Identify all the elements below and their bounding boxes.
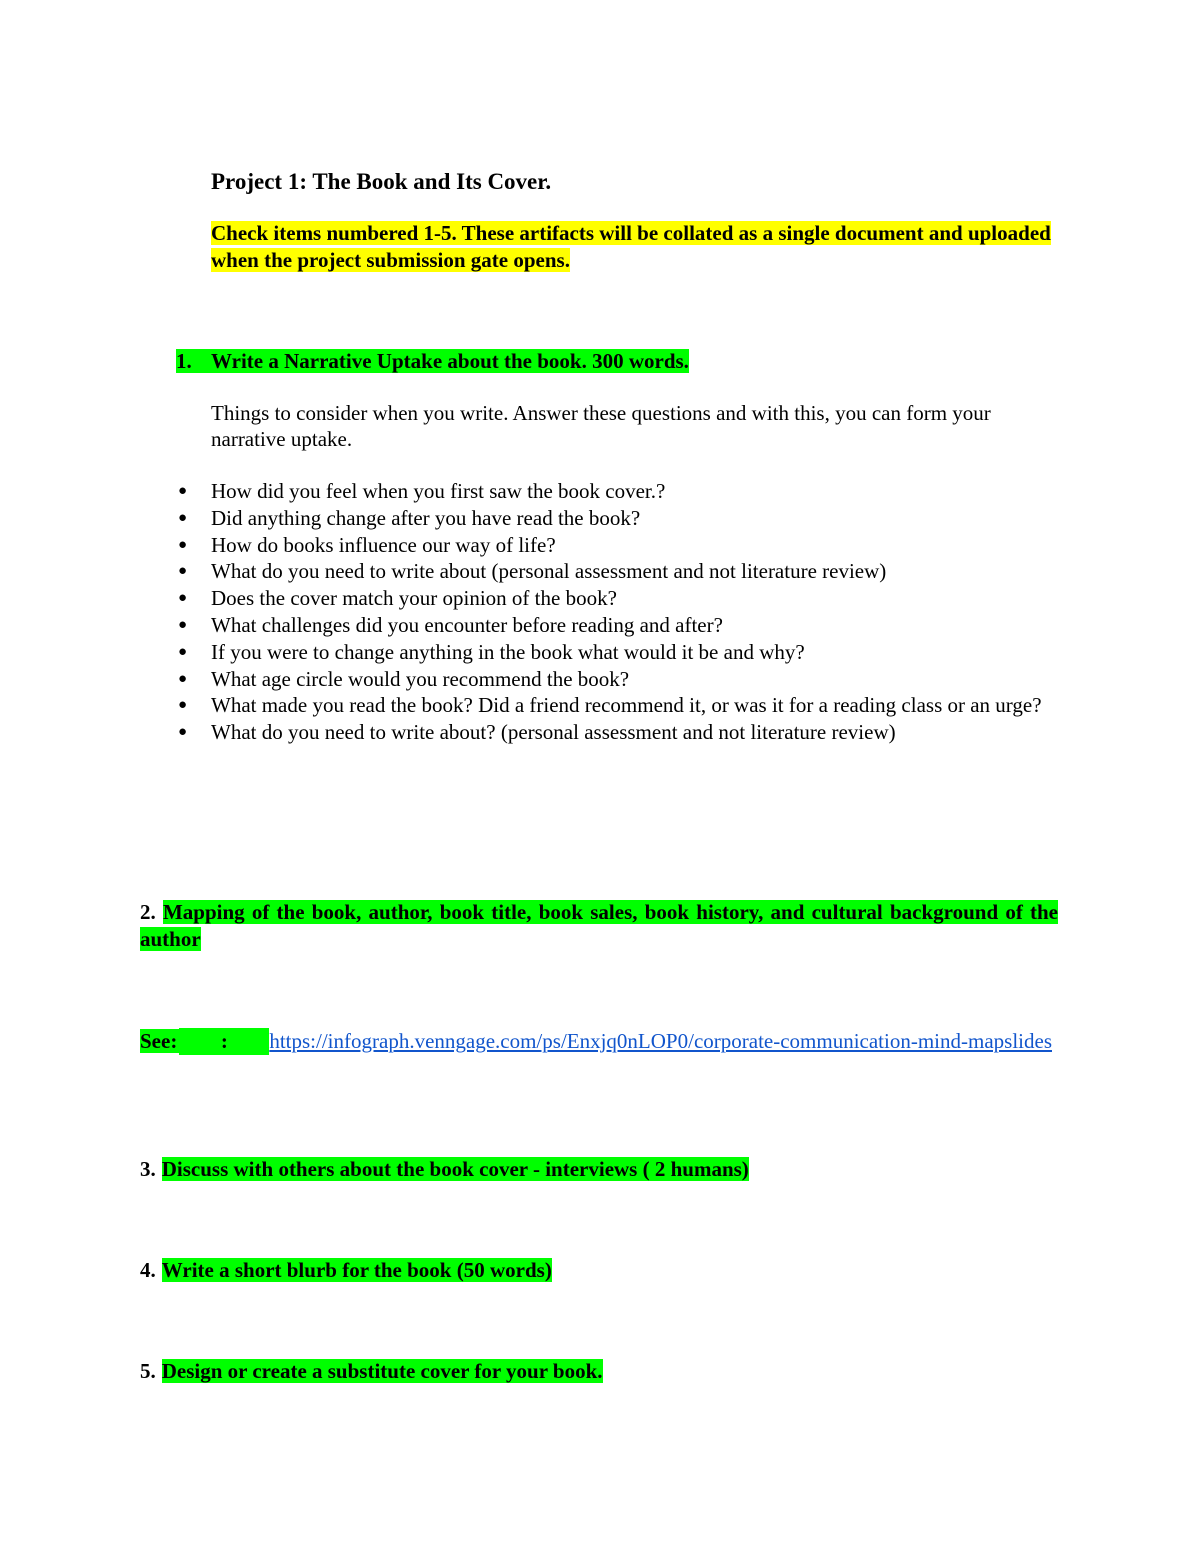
item-2-heading (140, 899, 1058, 953)
list-item-text: What age circle would you recommend the book? (211, 666, 630, 691)
item-3-number: 3. (140, 1157, 156, 1181)
list-item (176, 532, 1061, 559)
item-4-heading (140, 1257, 552, 1284)
list-item-text: What do you need to write about? (personal assessment and not literature review) (211, 720, 896, 745)
see-separator: : (179, 1028, 269, 1055)
list-item-text: Does the cover match your opinion of the book? (211, 586, 617, 611)
instructions-text: Check items numbered 1-5. These artifacts will be collated as a single document and uploaded when the project submission gate opens. (211, 221, 1051, 272)
bullet-icon: ● (178, 483, 188, 499)
bullet-icon: ● (178, 697, 188, 714)
list-item (176, 558, 1061, 585)
item-3-heading (140, 1156, 749, 1183)
list-item (176, 666, 1061, 693)
instructions-paragraph (211, 220, 1061, 274)
list-item-text: What do you need to write about (personal assessment and not literature review) (211, 559, 887, 584)
bullet-icon: ● (178, 590, 188, 607)
item-5-text: Design or create a substitute cover for your book. (161, 1359, 603, 1383)
see-reference (140, 1028, 1060, 1055)
list-item-text: What made you read the book? Did a friend recommend it, or was it for a reading class or an urge? (211, 693, 1042, 718)
page-title: Project 1: The Book and Its Cover. (211, 169, 552, 194)
item-3-text: Discuss with others about the book cover - interviews ( 2 humans) (161, 1157, 749, 1181)
list-item-text: What challenges did you encounter before reading and after? (211, 612, 723, 637)
bullet-icon: ● (178, 670, 188, 687)
item-4-text: Write a short blurb for the book (50 words) (161, 1258, 552, 1282)
item-4-number: 4. (140, 1258, 156, 1282)
list-item (176, 719, 1061, 746)
list-item (176, 478, 1061, 505)
question-list (176, 478, 1061, 746)
list-item (176, 692, 1061, 719)
bullet-icon: ● (178, 643, 188, 660)
list-item (176, 585, 1061, 612)
bullet-icon: ● (178, 563, 188, 580)
list-item-text: How do books influence our way of life? (211, 532, 556, 557)
bullet-icon: ● (178, 616, 188, 633)
consider-paragraph: Things to consider when you write. Answer these questions and with this, you can form your narrative uptake. (211, 401, 991, 451)
item-1-text: Write a Narrative Uptake about the book. 300 words. (211, 349, 689, 373)
mind-map-link[interactable]: https://infograph.venngage.com/ps/Enxjq0nLOP0/corporate-communication-mind-mapslides (269, 1029, 1052, 1053)
item-1-number: 1. (176, 349, 192, 373)
list-item (176, 612, 1061, 639)
item-1-heading (176, 348, 689, 375)
list-item-text: How did you feel when you first saw the book cover.? (211, 479, 666, 503)
bullet-icon: ● (178, 724, 188, 741)
item-2-number: 2. (140, 900, 156, 924)
list-item-text: If you were to change anything in the book what would it be and why? (211, 639, 805, 664)
item-2-text: Mapping of the book, author, book title, book sales, book history, and cultural background of the author (140, 900, 1059, 951)
list-item-text: Did anything change after you have read the book? (211, 505, 641, 530)
bullet-icon: ● (178, 536, 188, 553)
bullet-icon: ● (178, 509, 188, 526)
list-item (176, 639, 1061, 666)
item-5-number: 5. (140, 1359, 156, 1383)
item-5-heading (140, 1358, 603, 1385)
see-label: See: (140, 1029, 178, 1053)
list-item (176, 505, 1061, 532)
